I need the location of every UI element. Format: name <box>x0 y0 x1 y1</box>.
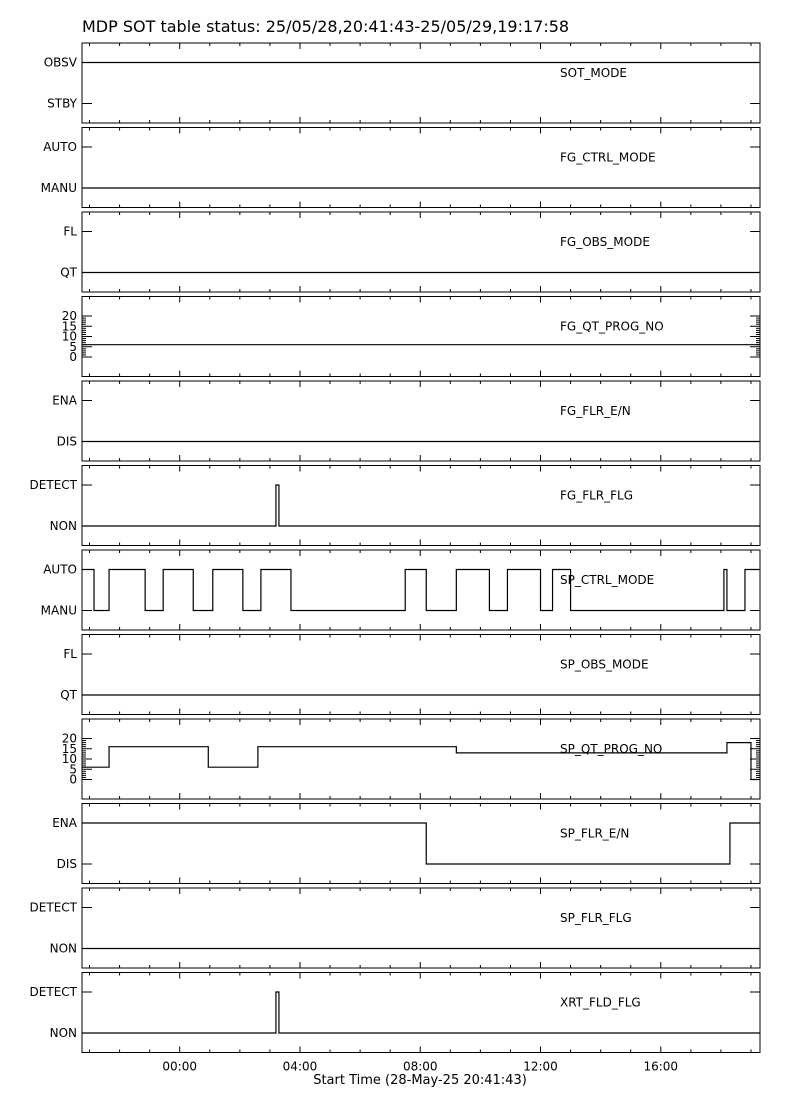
y-tick-label-sp-qt-prog-no: 0 <box>69 772 77 787</box>
panel-label-sp-ctrl-mode: SP_CTRL_MODE <box>560 573 655 587</box>
y-tick-label-fg-ctrl-mode: MANU <box>40 181 77 195</box>
y-tick-label-sot-mode: OBSV <box>43 55 77 70</box>
y-tick-label-sp-qt-prog-no: 5 <box>69 762 77 777</box>
panel-label-fg-qt-prog-no: FG_QT_PROG_NO <box>560 319 664 334</box>
y-tick-label-sp-obs-mode: QT <box>60 688 77 702</box>
y-tick-label-fg-flr-e-n: DIS <box>56 434 77 449</box>
panel-frame-fg-flr-flg <box>82 466 760 546</box>
y-tick-label-fg-ctrl-mode: AUTO <box>43 140 77 154</box>
panel-frame-sp-flr-flg <box>82 888 760 968</box>
panel-label-sot-mode: SOT_MODE <box>560 66 628 80</box>
panel-frame-fg-qt-prog-no <box>82 297 760 377</box>
panel-frame-sp-obs-mode <box>82 635 760 715</box>
x-tick-label: 04:00 <box>282 1059 318 1074</box>
y-tick-label-xrt-fld-flg: NON <box>49 1026 77 1040</box>
chart-title: MDP SOT table status: 25/05/28,20:41:43-25/05/29,19:17:58 <box>82 17 570 36</box>
panel-frame-fg-flr-e-n <box>82 381 760 461</box>
x-tick-label: 08:00 <box>402 1059 438 1074</box>
panel-frame-fg-ctrl-mode <box>82 128 760 208</box>
x-axis-label: Start Time (28-May-25 20:41:43) <box>313 1073 527 1088</box>
y-tick-label-sp-ctrl-mode: MANU <box>40 603 77 618</box>
panel-label-fg-flr-flg: FG_FLR_FLG <box>560 488 634 503</box>
y-tick-label-sot-mode: STBY <box>47 96 77 111</box>
series-line-fg-flr-flg <box>82 485 760 526</box>
y-tick-label-fg-qt-prog-no: 10 <box>61 329 77 344</box>
y-tick-label-sp-ctrl-mode: AUTO <box>43 562 77 577</box>
panel-label-sp-qt-prog-no: SP_QT_PROG_NO <box>560 742 663 756</box>
y-tick-label-fg-obs-mode: QT <box>60 265 77 280</box>
panel-label-fg-ctrl-mode: FG_CTRL_MODE <box>560 150 656 165</box>
y-tick-label-sp-qt-prog-no: 10 <box>61 752 77 766</box>
panel-frame-sp-flr-e-n <box>82 804 760 884</box>
y-tick-label-fg-qt-prog-no: 5 <box>69 339 77 354</box>
y-tick-label-sp-flr-e-n: ENA <box>52 816 77 830</box>
x-tick-label: 16:00 <box>643 1059 679 1074</box>
y-tick-label-fg-flr-e-n: ENA <box>52 393 77 408</box>
panel-frame-xrt-fld-flg <box>82 973 760 1053</box>
series-line-sp-flr-e-n <box>82 823 760 864</box>
panel-frame-sp-qt-prog-no <box>82 719 760 799</box>
y-tick-label-fg-qt-prog-no: 0 <box>69 350 77 364</box>
panel-label-xrt-fld-flg: XRT_FLD_FLG <box>560 995 641 1010</box>
x-tick-label: 00:00 <box>162 1059 198 1074</box>
panel-label-sp-flr-flg: SP_FLR_FLG <box>560 911 632 925</box>
y-tick-label-fg-qt-prog-no: 15 <box>61 319 77 334</box>
y-tick-label-sp-qt-prog-no: 20 <box>61 731 77 746</box>
panel-label-sp-flr-e-n: SP_FLR_E/N <box>560 826 630 841</box>
panel-label-fg-obs-mode: FG_OBS_MODE <box>560 235 650 249</box>
y-tick-label-sp-flr-flg: NON <box>49 941 77 956</box>
y-tick-label-sp-flr-flg: DETECT <box>29 900 77 915</box>
panel-frame-sp-ctrl-mode <box>82 550 760 630</box>
series-line-sp-ctrl-mode <box>82 570 760 611</box>
panel-label-fg-flr-e-n: FG_FLR_E/N <box>560 404 631 418</box>
y-tick-label-fg-flr-flg: DETECT <box>29 478 77 492</box>
series-line-xrt-fld-flg <box>82 992 760 1033</box>
x-tick-label: 12:00 <box>523 1059 558 1074</box>
y-tick-label-fg-flr-flg: NON <box>49 519 77 533</box>
y-tick-label-sp-obs-mode: FL <box>63 647 77 661</box>
y-tick-label-fg-qt-prog-no: 20 <box>61 309 77 323</box>
y-tick-label-sp-flr-e-n: DIS <box>56 857 77 871</box>
panel-frame-sot-mode <box>82 43 760 123</box>
panel-frame-fg-obs-mode <box>82 212 760 292</box>
y-tick-label-sp-qt-prog-no: 15 <box>61 741 77 756</box>
panel-label-sp-obs-mode: SP_OBS_MODE <box>560 657 649 672</box>
y-tick-label-xrt-fld-flg: DETECT <box>29 985 77 999</box>
y-tick-label-fg-obs-mode: FL <box>63 224 77 239</box>
